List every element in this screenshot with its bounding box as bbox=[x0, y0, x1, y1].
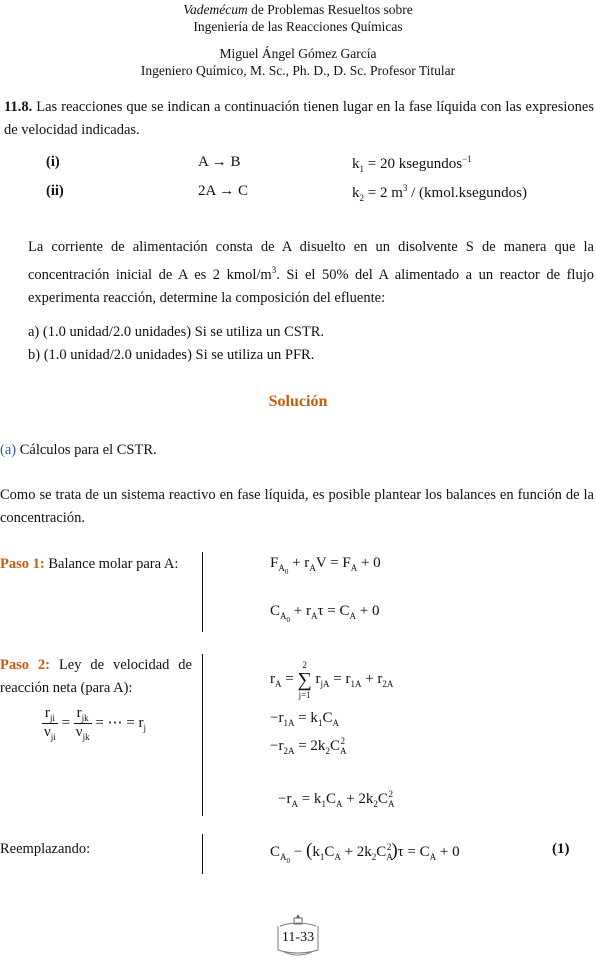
step-1 bbox=[0, 553, 192, 576]
header-title-italic: Vademécum bbox=[183, 2, 248, 17]
solution-intro: Como se trata de un sistema reactivo en fase líquida, es posible plantear los balances en función de la concentración. bbox=[0, 487, 594, 526]
rate-2a-equation: $-r_{2A} = 2k_2C_A^2$ bbox=[270, 736, 347, 756]
rate-2-symbol: k bbox=[352, 185, 360, 201]
rate-sum-equation: $r_A$ = 2 ∑ j=1 $r_{jA} = r_{1A} + r_{2A}$ bbox=[270, 660, 394, 700]
rate-1a-equation: $-r_{1A} = k_1C_A$ bbox=[270, 710, 339, 728]
rate-2-tail: / (kmol.ksegundos) bbox=[407, 185, 527, 201]
step-1-equation-2: $C_{A_0} + r_A\tau = C_A + 0$ bbox=[270, 603, 380, 624]
stoichiometric-ratio-equation: $\frac{r_{ji}}{\nu_{ji}}$ = $\frac{r_{jk}}{\nu_{jk}}$ = ⋯ = $r_j$ bbox=[44, 705, 147, 742]
step-1-equation-1: $F_{A_0} + r_AV = F_A + 0$ bbox=[270, 555, 381, 576]
reaction-2-rate bbox=[352, 183, 527, 203]
reaction-1-equation: A → B bbox=[198, 154, 241, 170]
rate-1-sup: −1 bbox=[462, 154, 472, 164]
equation-number: (1) bbox=[552, 841, 570, 857]
fraction-jk: $\frac{r_{jk}}{\nu_{jk}}$ bbox=[75, 705, 90, 742]
part-a-question: a) (1.0 unidad/2.0 unidades) Si se utiliza un CSTR. bbox=[28, 324, 325, 340]
problem-intro-text: Las reacciones que se indican a continuación tienen lugar en la fase líquida con las expresiones de velocidad indicadas. bbox=[4, 99, 594, 138]
part-a-text: Cálculos para el CSTR. bbox=[16, 442, 157, 458]
step-2-label: Paso 2: bbox=[0, 657, 51, 673]
net-rate-equation: $-r_A = k_1C_A + 2k_2C_A^2$ bbox=[278, 789, 395, 809]
reaction-2-equation: 2A → C bbox=[198, 183, 249, 199]
rate-2-body: = 2 m bbox=[364, 185, 403, 201]
step-2-divider bbox=[202, 654, 203, 816]
reaction-1-label: (i) bbox=[46, 154, 60, 170]
step-2 bbox=[0, 654, 192, 700]
header-credentials: Ingeniero Químico, M. Sc., Ph. D., D. Sc. Profesor Titular bbox=[140, 63, 456, 78]
statement-part-2: . Si el 50% del A alimentado a un reactor de flujo experimenta reacción, determine la composición del efluente: bbox=[28, 266, 594, 306]
statement-sup: 3 bbox=[271, 265, 277, 275]
part-a-label: (a) bbox=[0, 442, 17, 458]
solution-title-text: Solución bbox=[268, 393, 328, 410]
rate-2-sub: 2 bbox=[359, 193, 364, 203]
header-subtitle: Ingeniería de las Reacciones Químicas bbox=[193, 19, 403, 34]
part-b-question: b) (1.0 unidad/2.0 unidades) Si se utiliza un PFR. bbox=[28, 347, 315, 363]
part-a-heading bbox=[0, 439, 157, 462]
rate-1-sub: 1 bbox=[359, 164, 364, 174]
replacing-label: Reemplazando: bbox=[0, 841, 91, 857]
header-author: Miguel Ángel Gómez García bbox=[219, 46, 377, 61]
rate-1-body: = 20 ksegundos bbox=[364, 156, 463, 172]
replacing-divider bbox=[202, 834, 203, 874]
fraction-ji: $\frac{r_{ji}}{\nu_{ji}}$ bbox=[44, 705, 56, 742]
problem-number: 11.8. bbox=[4, 99, 33, 115]
step-1-label: Paso 1: bbox=[0, 556, 45, 572]
reaction-1-rate bbox=[352, 154, 472, 174]
reaction-2-label: (ii) bbox=[46, 183, 64, 199]
problem-intro bbox=[4, 96, 594, 142]
rate-2-sup: 3 bbox=[402, 183, 408, 193]
page-number: 11-33 bbox=[281, 930, 315, 945]
problem-statement bbox=[28, 236, 594, 310]
statement-part-1: La corriente de alimentación consta de A disuelto en un disolvente S de manera que la concentración inicial de A es 2 kmol/m bbox=[28, 239, 594, 283]
step-2-text: Ley de velocidad de reacción neta (para A): bbox=[0, 657, 192, 696]
header-line-1 bbox=[0, 1, 596, 18]
rate-1-symbol: k bbox=[352, 156, 360, 172]
header-title-rest: de Problemas Resueltos sobre bbox=[247, 2, 413, 17]
combined-equation: $C_{A_0} - (k_1C_A + 2k_2C_A^2)\tau = C_A + 0$ bbox=[270, 840, 460, 865]
solution-title bbox=[0, 393, 596, 411]
step-1-text: Balance molar para A: bbox=[44, 556, 179, 572]
step-1-divider bbox=[202, 552, 203, 632]
